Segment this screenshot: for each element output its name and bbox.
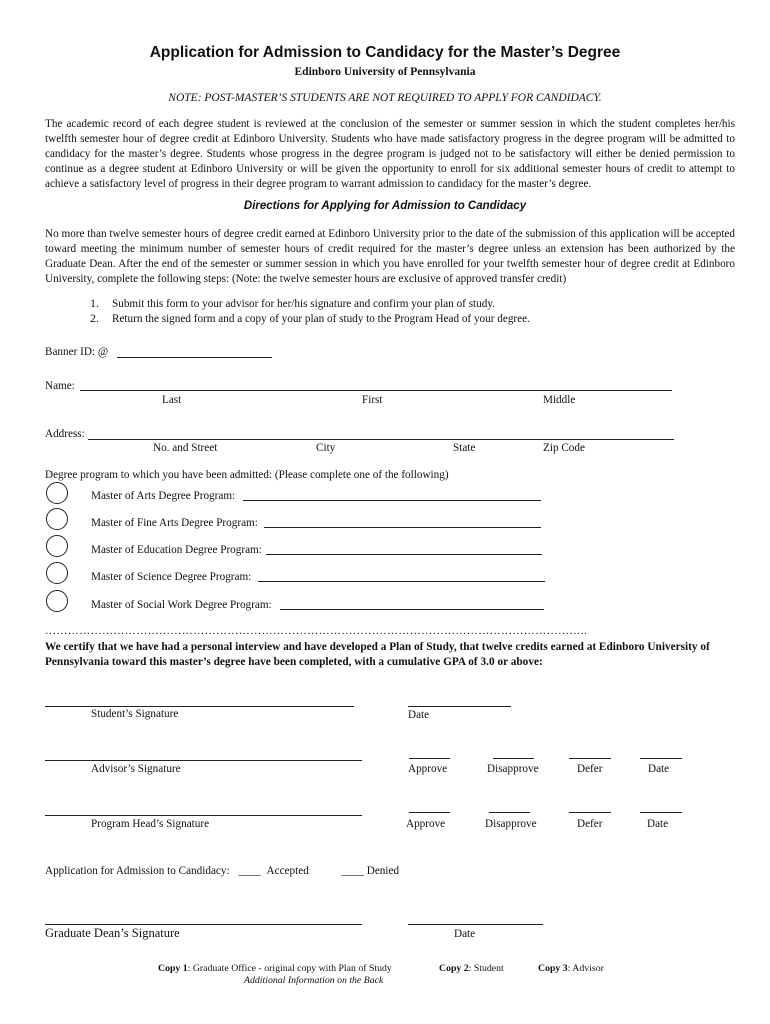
advisor-disapprove-caption: Disapprove [487, 763, 539, 775]
university-name: Edinboro University of Pennsylvania [294, 66, 476, 78]
step-text: Submit this form to your advisor for her/his signature and confirm your plan of study. [112, 298, 496, 310]
advisor-approve-blank[interactable] [409, 758, 450, 759]
program-radio-social-work[interactable] [46, 590, 68, 612]
back-note: Additional Information on the Back [244, 975, 384, 986]
program-label-arts: Master of Arts Degree Program: [91, 490, 236, 502]
program-field-education[interactable] [266, 554, 542, 555]
footer-copy-1 [158, 963, 392, 974]
name-label: Name: [45, 380, 75, 392]
head-disapprove-blank[interactable] [489, 812, 530, 813]
dotted-separator: …………………………………………………………………………………………………………………………….. [45, 625, 588, 637]
accepted-label: Accepted [266, 865, 309, 877]
step-1 [90, 296, 495, 311]
head-disapprove-caption: Disapprove [485, 818, 537, 830]
advisor-signature-field[interactable] [45, 760, 362, 761]
program-radio-education[interactable] [46, 535, 68, 557]
program-label-education: Master of Education Degree Program: [91, 544, 262, 556]
accepted-blank[interactable]: ____ [238, 865, 261, 877]
address-label: Address: [45, 428, 85, 440]
program-label-fine-arts: Master of Fine Arts Degree Program: [91, 517, 258, 529]
advisor-signature-caption: Advisor’s Signature [91, 763, 181, 775]
denied-blank[interactable]: ____ [341, 865, 364, 877]
head-date-blank[interactable] [640, 812, 682, 813]
copy-2-text: : Student [468, 963, 504, 974]
advisor-disapprove-blank[interactable] [493, 758, 534, 759]
decision-label: Application for Admission to Candidacy: [45, 865, 230, 877]
name-last-caption: Last [162, 394, 182, 406]
copy-3-label: Copy 3 [538, 963, 568, 974]
head-approve-caption: Approve [406, 818, 446, 830]
banner-id-field[interactable] [117, 357, 272, 358]
address-field[interactable] [88, 439, 674, 440]
denied-label: Denied [366, 865, 400, 877]
student-date-field[interactable] [408, 706, 511, 707]
program-radio-science[interactable] [46, 562, 68, 584]
dean-signature-field[interactable] [45, 924, 362, 925]
advisor-approve-caption: Approve [408, 763, 448, 775]
copy-2-label: Copy 2 [439, 963, 469, 974]
head-approve-blank[interactable] [409, 812, 450, 813]
head-date-caption: Date [647, 818, 669, 830]
program-head-signature-caption: Program Head’s Signature [91, 818, 210, 830]
student-date-caption: Date [408, 709, 430, 721]
advisor-defer-blank[interactable] [569, 758, 611, 759]
program-field-social-work[interactable] [280, 609, 544, 610]
step-number: 1. [90, 296, 99, 310]
program-field-science[interactable] [258, 581, 545, 582]
step-2 [90, 311, 530, 326]
intro-paragraph: The academic record of each degree student is reviewed at the conclusion of the semester or summer session in which the student completes her/his twelfth semester hour of degree credit at Edinboro University. Students who have made satisfactory progress in the degree program will be admitted to candidacy for the master’s degree. Students whose progress in the degree program is judged not to be satisfactory will either be denied permission to continue as a degree student at Edinboro University or will be given the opportunity to enroll for six additional semester hours of credit to attempt to achieve a satisfactory level of progress in their degree program to warrant admission to candidacy for the master’s degree. [45, 118, 735, 190]
dean-date-field[interactable] [408, 924, 543, 925]
program-field-fine-arts[interactable] [264, 527, 541, 528]
addr-city-caption: City [316, 442, 336, 454]
program-field-arts[interactable] [243, 500, 541, 501]
program-label-social-work: Master of Social Work Degree Program: [91, 599, 272, 611]
dean-date-caption: Date [454, 928, 476, 940]
banner-id-label: Banner ID: @ [45, 346, 109, 358]
addr-state-caption: State [453, 442, 476, 454]
student-signature-field[interactable] [45, 706, 354, 707]
program-prompt: Degree program to which you have been admitted: (Please complete one of the following) [45, 469, 449, 481]
program-radio-arts[interactable] [46, 482, 68, 504]
advisor-date-blank[interactable] [640, 758, 682, 759]
footer-copy-3 [538, 963, 604, 974]
head-defer-blank[interactable] [569, 812, 611, 813]
addr-street-caption: No. and Street [153, 442, 218, 454]
program-head-signature-field[interactable] [45, 815, 362, 816]
page-title: Application for Admission to Candidacy for the Master’s Degree [149, 44, 621, 61]
name-first-caption: First [362, 394, 383, 406]
student-signature-caption: Student’s Signature [91, 708, 179, 720]
step-number: 2. [90, 311, 99, 325]
addr-zip-caption: Zip Code [543, 442, 585, 454]
certification-statement: We certify that we have had a personal interview and have developed a Plan of Study, that twelve credits earned at Edinboro University of Pennsylvania toward this master’s degree have been completed, with a cumulative GPA of 3.0 or above: [45, 641, 710, 668]
directions-heading: Directions for Applying for Admission to Candidacy [243, 200, 527, 212]
directions-paragraph: No more than twelve semester hours of degree credit earned at Edinboro University prior to the date of the submission of this application will be accepted toward meeting the minimum number of semester hours of credit required for the master’s degree unless an extension has been authorized by the Graduate Dean. After the end of the semester or summer session in which you have enrolled for your twelfth semester hour of degree credit at Edinboro University, complete the following steps: (Note: the twelve semester hours are exclusive of approved transfer credit) [45, 228, 735, 285]
advisor-date-caption: Date [648, 763, 670, 775]
post-masters-note: NOTE: POST-MASTER’S STUDENTS ARE NOT REQUIRED TO APPLY FOR CANDIDACY. [168, 92, 602, 104]
footer-copy-2 [439, 963, 504, 974]
decision-row [45, 865, 399, 877]
copy-1-text: : Graduate Office - original copy with Plan of Study [187, 963, 392, 974]
program-radio-fine-arts[interactable] [46, 508, 68, 530]
dean-signature-caption: Graduate Dean’s Signature [45, 926, 180, 940]
advisor-defer-caption: Defer [577, 763, 603, 775]
copy-1-label: Copy 1 [158, 963, 188, 974]
program-label-science: Master of Science Degree Program: [91, 571, 252, 583]
step-text: Return the signed form and a copy of your plan of study to the Program Head of your degree. [112, 313, 530, 325]
name-field[interactable] [80, 390, 672, 391]
name-middle-caption: Middle [543, 394, 576, 406]
head-defer-caption: Defer [577, 818, 603, 830]
copy-3-text: : Advisor [567, 963, 604, 974]
